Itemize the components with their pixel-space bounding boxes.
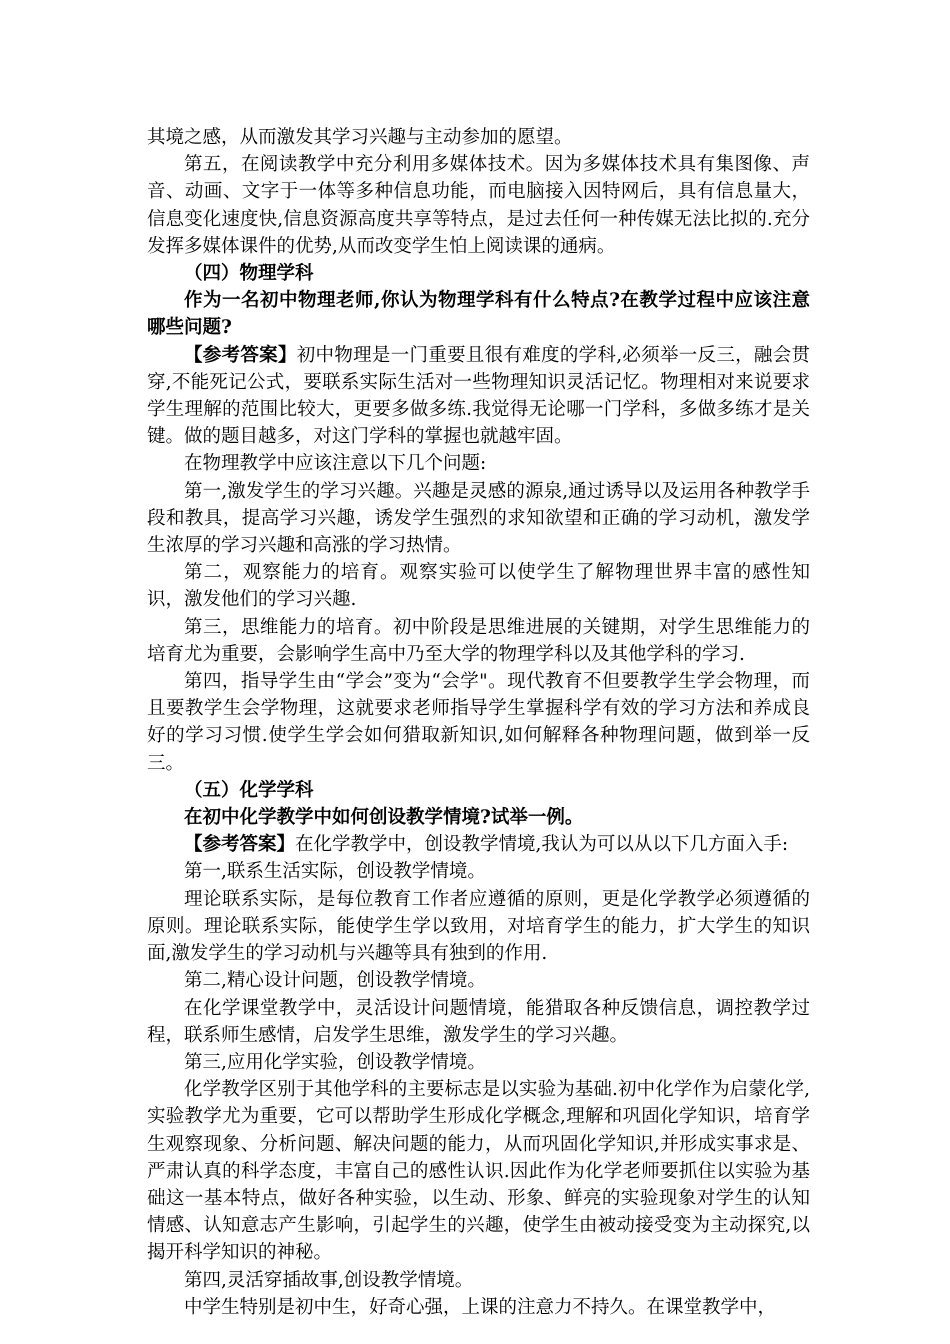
paragraph-text: 理论联系实际，是每位教育工作者应遵循的原则，更是化学教学必须遵循的原则。理论联系实际，能使学生学以致用，对培育学生的能力，扩大学生的知识面,激发学生的学习动机与兴趣等具有独到的作用. — [147, 888, 810, 965]
heading-text: （五）化学学科 — [184, 779, 314, 801]
paragraph-text: 第一,联系生活实际，创设教学情境。 — [184, 861, 486, 883]
section-heading-chemistry — [147, 777, 810, 804]
paragraph-text: 其境之感，从而激发其学习兴趣与主动参加的愿望。 — [147, 127, 573, 148]
section-heading-physics — [147, 260, 810, 287]
question-physics — [147, 287, 810, 341]
paragraph-text: 第五，在阅读教学中充分利用多媒体技术。因为多媒体技术具有集图像、声音、动画、文字于一体等多种信息功能，而电脑接入因特网后，具有信息量大，信息变化速度快,信息资源高度共享等特点，是过去任何一种传媒无法比拟的.充分发挥多媒体课件的优势,从而改变学生怕上阅读课的通病。 — [147, 154, 810, 257]
paragraph-6 — [147, 450, 810, 477]
paragraph-2 — [147, 151, 810, 260]
question-text: 在初中化学教学中如何创设教学情境?试举一例。 — [184, 807, 584, 829]
paragraph-9 — [147, 614, 810, 668]
paragraph-text: 第四，指导学生由“学会”变为“会学"。现代教育不但要教学生学会物理，而且要教学生会学物理，这就要求老师指导学生掌握科学有效的学习方法和养成良好的学习习惯.使学生学会如何猎取新知识,如何解释各种物理问题，做到举一反三。 — [147, 671, 810, 774]
paragraph-text: 在化学教学中，创设教学情境,我认为可以从以下几方面入手: — [295, 834, 789, 856]
paragraph-text: 化学教学区别于其他学科的主要标志是以实验为基础.初中化学作为启蒙化学,实验教学尤为重要，它可以帮助学生形成化学概念,理解和巩固化学知识，培育学生观察现象、分析问题、解决问题的能力，从而巩固化学知识,并形成实事求是、严肃认真的科学态度，丰富自己的感性认识.因此作为化学老师要抓住以实验为基础这一基本特点，做好各种实验，以生动、形象、鲜亮的实验现象对学生的认知情感、认知意志产生影响，引起学生的兴趣，使学生由被动接受变为主动探究,以揭开科学知识的神秘。 — [147, 1079, 810, 1264]
answer-tag: 【参考答案】 — [184, 344, 297, 366]
question-chemistry — [147, 804, 810, 831]
paragraph-text: 第二，观察能力的培育。观察实验可以使学生了解物理世界丰富的感性知识，激发他们的学习兴趣. — [147, 562, 810, 611]
paragraph-1 — [147, 124, 810, 151]
paragraph-text: 第三,应用化学实验，创设教学情境。 — [184, 1051, 486, 1073]
paragraph-8 — [147, 559, 810, 613]
paragraph-19 — [147, 1076, 810, 1266]
document-page — [147, 124, 810, 1321]
paragraph-18 — [147, 1049, 810, 1076]
paragraph-17 — [147, 995, 810, 1049]
paragraph-14 — [147, 858, 810, 885]
paragraph-16 — [147, 967, 810, 994]
answer-tag: 【参考答案】 — [184, 834, 296, 856]
paragraph-text: 中学生特别是初中生，好奇心强，上课的注意力不持久。在课堂教学中， — [184, 1296, 777, 1318]
paragraph-text: 初中物理是一门重要且很有难度的学科,必须举一反三，融会贯穿,不能死记公式，要联系实际生活对一些物理知识灵活记忆。物理相对来说要求学生理解的范围比较大，更要多做多练.我觉得无论哪一门学科，多做多练才是关键。做的题目越多，对这门学科的掌握也就越牢固。 — [147, 344, 810, 448]
answer-physics — [147, 342, 810, 451]
question-text: 作为一名初中物理老师,你认为物理学科有什么特点?在教学过程中应该注意哪些问题? — [147, 290, 810, 339]
paragraph-text: 第一,激发学生的学习兴趣。兴趣是灵感的源泉,通过诱导以及运用各种教学手段和教具，提高学习兴趣，诱发学生强烈的求知欲望和正确的学习动机，激发学生浓厚的学习兴趣和高涨的学习热情。 — [147, 480, 810, 557]
paragraph-text: 在化学课堂教学中，灵活设计问题情境，能猎取各种反馈信息，调控教学过程，联系师生感情，启发学生思维，激发学生的学习兴趣。 — [147, 997, 810, 1046]
paragraph-20 — [147, 1267, 810, 1294]
paragraph-text: 在物理教学中应该注意以下几个问题: — [184, 453, 487, 475]
paragraph-7 — [147, 478, 810, 560]
paragraph-text: 第四,灵活穿插故事,创设教学情境。 — [184, 1269, 474, 1291]
heading-text: （四）物理学科 — [184, 263, 314, 285]
answer-chemistry — [147, 831, 810, 858]
paragraph-21 — [147, 1294, 810, 1321]
paragraph-text: 第二,精心设计问题，创设教学情境。 — [184, 970, 486, 992]
paragraph-text: 第三，思维能力的培育。初中阶段是思维进展的关键期，对学生思维能力的培育尤为重要，会影响学生高中乃至大学的物理学科以及其他学科的学习. — [147, 616, 810, 665]
paragraph-15 — [147, 886, 810, 968]
paragraph-10 — [147, 668, 810, 777]
